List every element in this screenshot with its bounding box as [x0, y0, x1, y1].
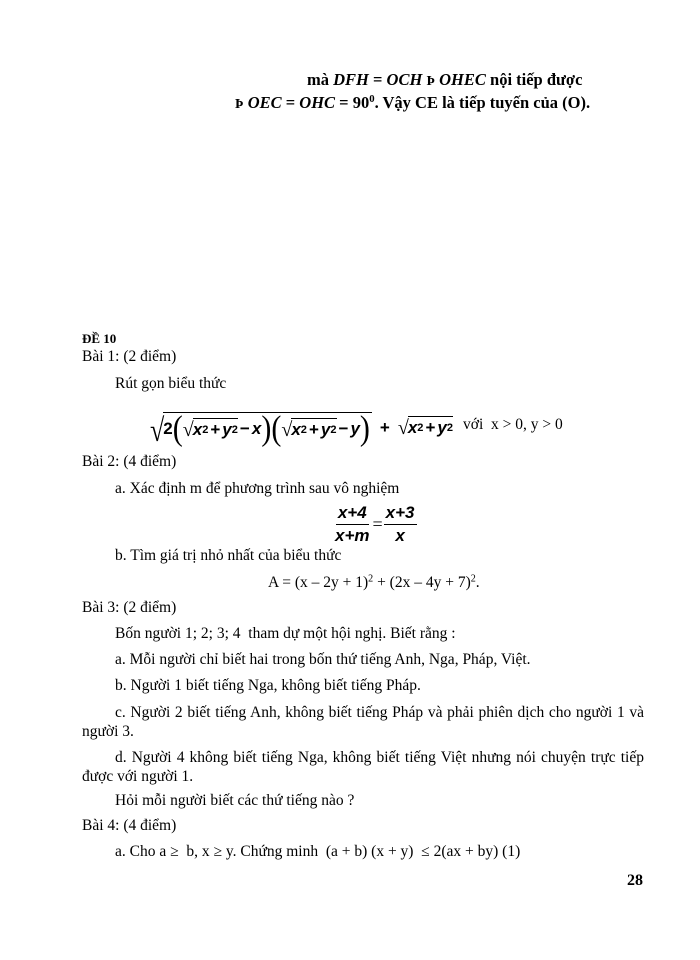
problem-1-formula: [150, 398, 563, 449]
radical-icon: √: [397, 417, 409, 439]
equals-sign: =: [372, 514, 383, 534]
problem-1-intro: Rút gọn biểu thức: [115, 375, 227, 392]
var-x: x: [407, 418, 418, 437]
angle-dfh: DFH: [333, 70, 369, 89]
var-x: x: [251, 419, 262, 438]
plus: +: [379, 418, 390, 437]
implies-icon: Þ: [426, 74, 435, 89]
problem-1-heading: Bài 1: (2 điểm): [82, 348, 177, 365]
denominator: x+m: [335, 526, 370, 545]
numerator: x+4: [336, 503, 369, 525]
radical-icon: √: [182, 419, 194, 441]
text-ma: mà: [307, 70, 329, 89]
var-y: y: [437, 418, 447, 437]
var-y: y: [350, 419, 360, 438]
paren-close: ): [359, 409, 370, 448]
inner-sqrt-1: [183, 418, 238, 440]
angle-ohc: OHC: [299, 93, 336, 112]
outer-sqrt: [150, 409, 372, 449]
problem-4-part-a: a. Cho a ≥ b, x ≥ y. Chứng minh (a + b) (x + y) ≤ 2(ax + by) (1): [115, 843, 521, 860]
sqrt-3: [398, 416, 453, 438]
radical-icon: √: [281, 419, 293, 441]
numerator: x+3: [384, 503, 417, 525]
angle-value: 90: [352, 93, 370, 112]
var-x: x: [291, 420, 301, 439]
quad-ohec: OHEC: [439, 70, 486, 89]
problem-3-heading: Bài 3: (2 điểm): [82, 599, 177, 616]
minus: −: [338, 419, 349, 438]
inner-radicand-2: x 2 + y 2: [291, 420, 337, 439]
square-sup: 2: [368, 573, 374, 585]
outer-radicand: [163, 409, 372, 448]
paren-close: ): [261, 409, 272, 448]
angle-oec: OEC: [247, 93, 282, 112]
problem-3-item-a: a. Mỗi người chỉ biết hai trong bốn thứ tiếng Anh, Nga, Pháp, Việt.: [115, 651, 531, 668]
problem-3-item-c: c. Người 2 biết tiếng Anh, không biết tiếng Pháp và phải phiên dịch cho người 1 và người 3.: [82, 704, 644, 740]
problem-2-heading: Bài 2: (4 điểm): [82, 453, 177, 470]
problem-3-intro: Bốn người 1; 2; 3; 4 tham dự một hội nghị. Biết rằng :: [115, 625, 456, 642]
exam-title: ĐỀ 10: [82, 331, 117, 346]
coef: 2: [163, 419, 173, 438]
minus: −: [239, 419, 250, 438]
radical-icon: √: [150, 412, 165, 449]
page-number: 28: [627, 872, 643, 889]
text-conclusion: . Vậy CE là tiếp tuyến của (O).: [374, 93, 591, 112]
continuation-line-2: [235, 93, 590, 113]
var-x: x: [192, 420, 203, 439]
period: .: [475, 574, 480, 591]
problem-3-item-d: d. Người 4 không biết tiếng Nga, không biết tiếng Việt nhưng nói chuyện trực tiếp được với người 1.: [82, 749, 644, 785]
implies-icon: Þ: [235, 97, 244, 112]
condition: với x > 0, y > 0: [463, 416, 563, 433]
problem-2-expression: [268, 574, 480, 592]
problem-3-question: Hỏi mỗi người biết các thứ tiếng nào ?: [115, 792, 355, 809]
problem-2-equation: [333, 503, 417, 546]
expr-part-1: A = (x – 2y + 1): [268, 574, 369, 591]
expr-part-2: + (2x – 4y + 7): [373, 574, 471, 591]
fraction-lhs: [333, 503, 372, 546]
equals-sign: =: [373, 70, 383, 89]
problem-4-heading: Bài 4: (4 điểm): [82, 817, 177, 834]
continuation-line-1: [307, 70, 582, 90]
square-sup: 2: [470, 573, 476, 585]
equals-sign: =: [285, 93, 296, 112]
angle-och: OCH: [386, 70, 423, 89]
problem-3-item-b: b. Người 1 biết tiếng Nga, không biết tiếng Pháp.: [115, 677, 421, 694]
problem-2-part-b: b. Tìm giá trị nhỏ nhất của biểu thức: [115, 547, 342, 564]
var-y: y: [222, 420, 232, 439]
text-noi-tiep: nội tiếp được: [490, 70, 583, 89]
problem-2-part-a: a. Xác định m để phương trình sau vô nghiệm: [115, 480, 400, 497]
plus: +: [210, 420, 221, 439]
var-y: y: [320, 420, 331, 439]
equals-sign: =: [339, 93, 349, 112]
fraction-rhs: [384, 503, 417, 546]
plus: +: [425, 418, 436, 437]
inner-sqrt-2: [281, 418, 336, 440]
plus: +: [308, 420, 319, 439]
degree-sup: 0: [369, 93, 375, 106]
paren-open: (: [271, 409, 282, 448]
radicand-3: x 2 + y 2: [407, 418, 454, 437]
denominator: x: [395, 526, 405, 545]
paren-open: (: [172, 409, 183, 448]
inner-radicand-1: x 2 + y 2: [192, 420, 238, 439]
